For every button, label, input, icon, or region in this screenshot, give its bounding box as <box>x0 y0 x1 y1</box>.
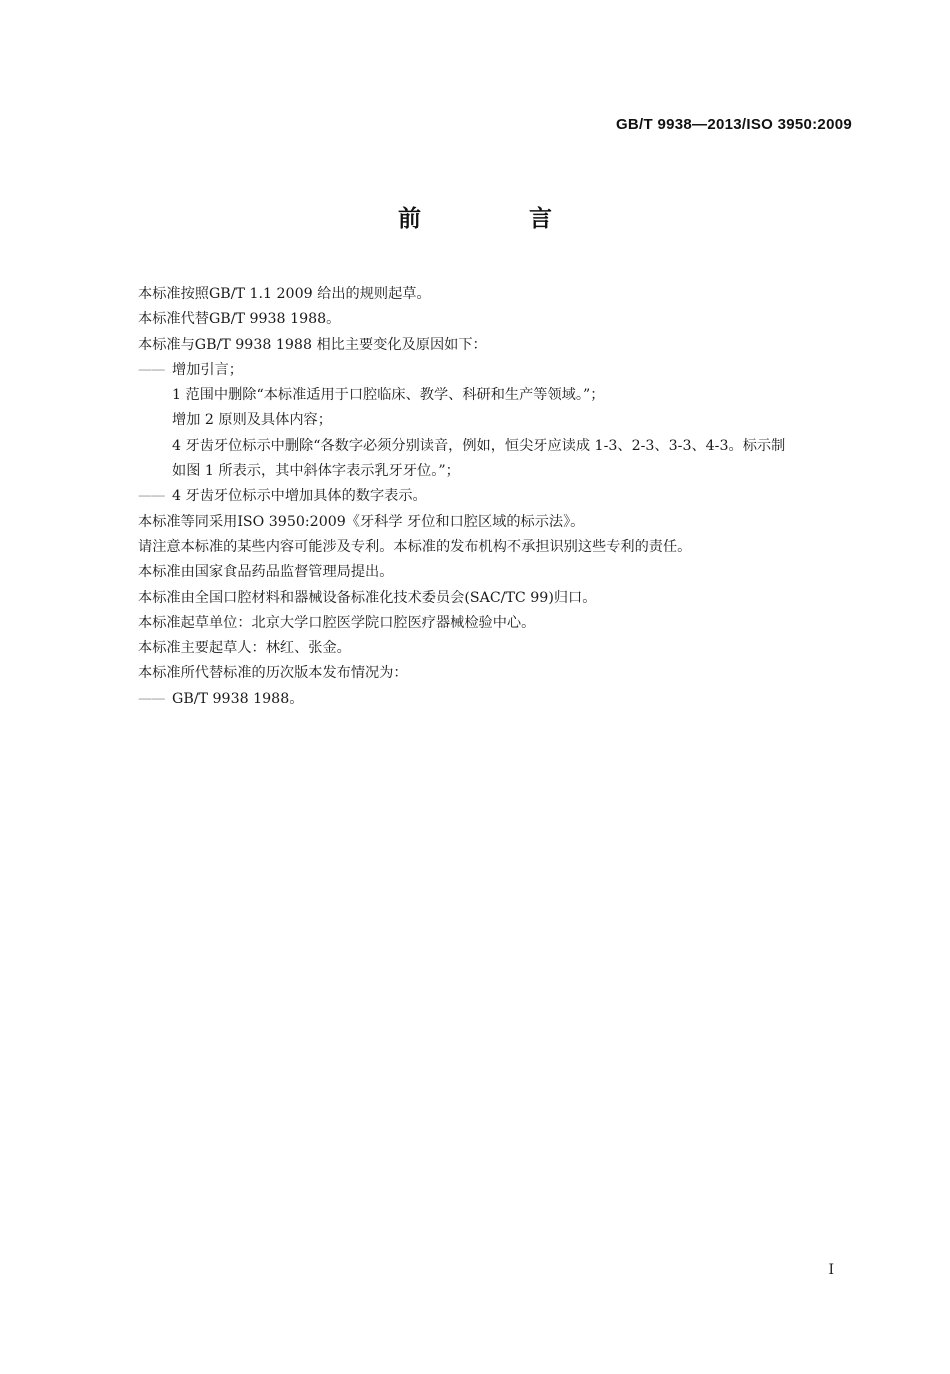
change-item-5-text: 4 牙齿牙位标示中增加具体的数字表示。 <box>172 488 427 505</box>
change-item-2: 1 范围中删除“本标准适用于口腔临床、教学、科研和生产等领域。”； <box>172 387 605 404</box>
para-drafters: 本标准主要起草人：林红、张金。 <box>138 640 351 657</box>
change-item-1 <box>138 358 858 383</box>
change-item-3: 增加 2 原则及具体内容； <box>172 412 332 429</box>
preface-body <box>138 282 858 712</box>
para-replaces: 本标准代替GB/T 9938 1988。 <box>138 311 341 328</box>
page-title: 前 言 <box>397 206 602 232</box>
change-item-1-text: 增加引言； <box>172 361 243 378</box>
dash-mark: —— <box>138 488 165 505</box>
dash-mark: —— <box>138 690 165 707</box>
change-item-4-line1: 4 牙齿牙位标示中删除“各数字必须分别读音，例如，恒尖牙应读成 1-3、2-3、3-3、4-3。标示制 <box>172 437 786 454</box>
para-iso-equivalent: 本标准等同采用ISO 3950:2009《牙科学 牙位和口腔区域的标示法》。 <box>138 513 585 530</box>
para-drafting-unit: 本标准起草单位：北京大学口腔医学院口腔医疗器械检验中心。 <box>138 614 536 631</box>
change-item-4-line2: 如图 1 所表示，其中斜体字表示乳牙牙位。”； <box>172 463 460 480</box>
change-item-5 <box>138 484 858 509</box>
para-history-intro: 本标准所代替标准的历次版本发布情况为： <box>138 665 408 682</box>
para-proposer: 本标准由国家食品药品监督管理局提出。 <box>138 564 394 581</box>
para-patent-notice: 请注意本标准的某些内容可能涉及专利。本标准的发布机构不承担识别这些专利的责任。 <box>138 538 692 555</box>
history-item-1 <box>138 687 858 712</box>
page-number: I <box>828 1262 834 1278</box>
standard-code: GB/T 9938—2013/ISO 3950:2009 <box>615 116 852 133</box>
para-committee: 本标准由全国口腔材料和器械设备标准化技术委员会(SAC/TC 99)归口。 <box>138 589 597 606</box>
dash-mark: —— <box>138 361 165 378</box>
para-changes-intro: 本标准与GB/T 9938 1988 相比主要变化及原因如下： <box>138 336 487 353</box>
history-item-1-text: GB/T 9938 1988。 <box>172 690 304 707</box>
para-drafting-rules: 本标准按照GB/T 1.1 2009 给出的规则起草。 <box>138 286 431 302</box>
